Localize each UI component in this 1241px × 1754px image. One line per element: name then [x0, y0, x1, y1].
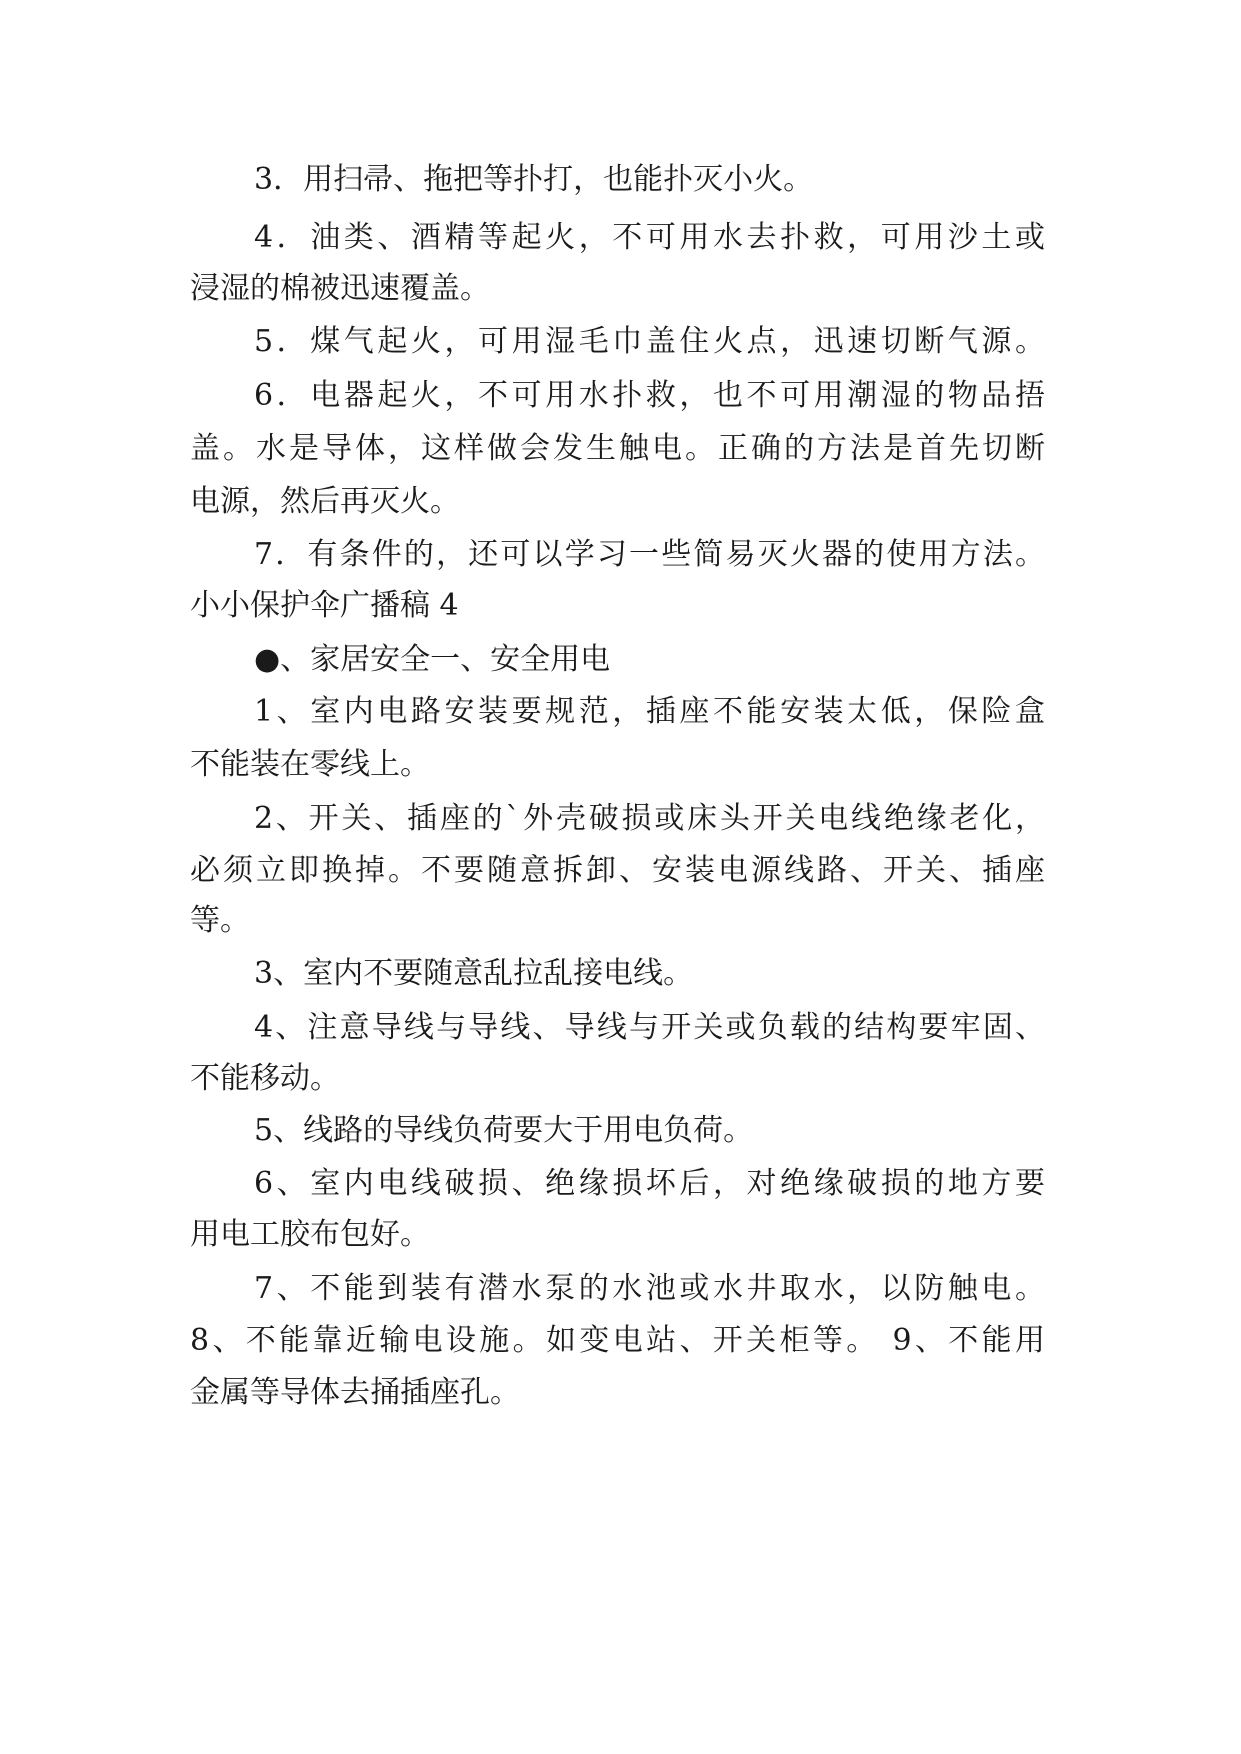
text-line: 7．有条件的，还可以学习一些简易灭火器的使用方法。	[254, 537, 1045, 572]
text-line: ●、家居安全一、安全用电	[254, 642, 611, 677]
text-line: 金属等导体去捅插座孔。	[190, 1375, 520, 1410]
text-line: 8、不能靠近输电设施。如变电站、开关柜等。 9、不能用	[190, 1323, 1045, 1358]
text-line: 等。	[190, 903, 250, 938]
text-line: 浸湿的棉被迅速覆盖。	[190, 271, 490, 306]
text-line: 3、室内不要随意乱拉乱接电线。	[254, 956, 694, 991]
text-line: 3．用扫帚、拖把等扑打，也能扑灭小火。	[254, 162, 814, 197]
text-line: 电源，然后再灭火。	[190, 484, 460, 519]
text-line: 6．电器起火，不可用水扑救，也不可用潮湿的物品捂	[254, 378, 1045, 413]
text-line: 5．煤气起火，可用湿毛巾盖住火点，迅速切断气源。	[254, 324, 1045, 359]
text-line: 不能移动。	[190, 1061, 340, 1096]
text-line: 1、室内电路安装要规范，插座不能安装太低，保险盒	[254, 694, 1045, 729]
text-line: 必须立即换掉。不要随意拆卸、安装电源线路、开关、插座	[190, 853, 1045, 888]
text-line: 6、室内电线破损、绝缘损坏后，对绝缘破损的地方要	[254, 1166, 1045, 1201]
text-line: 4、注意导线与导线、导线与开关或负载的结构要牢固、	[254, 1010, 1045, 1045]
text-line: 5、线路的导线负荷要大于用电负荷。	[254, 1113, 754, 1148]
text-line: 4．油类、酒精等起火，不可用水去扑救，可用沙土或	[254, 220, 1045, 255]
text-line: 不能装在零线上。	[190, 747, 430, 782]
text-line: 2、开关、插座的`外壳破损或床头开关电线绝缘老化，	[254, 801, 1045, 836]
text-line: 用电工胶布包好。	[190, 1217, 430, 1252]
text-line: 7、不能到装有潜水泵的水池或水井取水，以防触电。	[254, 1271, 1045, 1306]
section-heading: 小小保护伞广播稿 4	[190, 588, 459, 623]
text-line: 盖。水是导体，这样做会发生触电。正确的方法是首先切断	[190, 431, 1045, 466]
